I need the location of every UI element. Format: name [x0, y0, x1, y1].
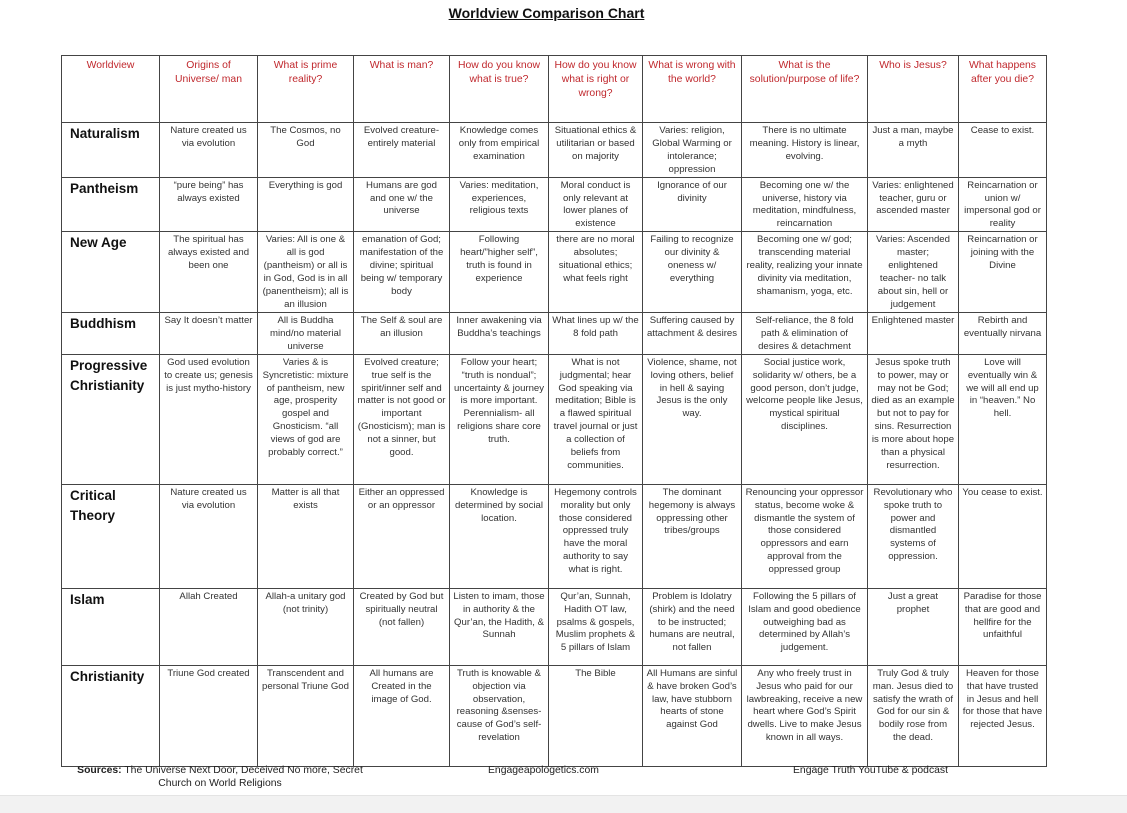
cell-jesus: Enlightened master [868, 312, 959, 354]
cell-afterlife: You cease to exist. [959, 484, 1047, 588]
cell-truth: Knowledge is determined by social location. [450, 484, 549, 588]
cell-prime-reality: All is Buddha mind/no material universe [258, 312, 354, 354]
worldview-name: Buddhism [62, 312, 160, 354]
column-header-right-wrong: How do you know what is right or wrong? [549, 56, 643, 123]
cell-prime-reality: Varies: All is one & all is god (pantheism) or all is in God, God is in all (panentheism); all is an illusion [258, 232, 354, 312]
cell-afterlife: Heaven for those that have trusted in Jesus and hell for those that have rejected Jesus. [959, 665, 1047, 766]
cell-right-wrong: Hegemony controls morality but only those considered oppressed truly have the moral authority to say what is right. [549, 484, 643, 588]
cell-wrong-with-world: All Humans are sinful & have broken God’s law, have stubborn hearts of stone against God [643, 665, 742, 766]
worldview-name: Critical Theory [62, 484, 160, 588]
worldview-name: Naturalism [62, 123, 160, 178]
cell-right-wrong: Qur’an, Sunnah, Hadith OT law, psalms & gospels, Muslim prophets & 5 pillars of Islam [549, 588, 643, 665]
header-row [62, 56, 1047, 123]
worldview-comparison-table [61, 55, 1047, 767]
cell-afterlife: Reincarnation or joining with the Divine [959, 232, 1047, 312]
worldview-name: Christianity [62, 665, 160, 766]
cell-what-is-man: Either an oppressed or an oppressor [354, 484, 450, 588]
cell-jesus: Jesus spoke truth to power, may or may not be God; died as an example but not to pay for sins. Resurrection is more about hope than a physical resurrection. [868, 354, 959, 484]
table-row [62, 665, 1047, 766]
cell-afterlife: Paradise for those that are good and hellfire for the unfaithful [959, 588, 1047, 665]
cell-right-wrong: What lines up w/ the 8 fold path [549, 312, 643, 354]
table-row [62, 177, 1047, 232]
column-header-jesus: Who is Jesus? [868, 56, 959, 123]
cell-solution: Self-reliance, the 8 fold path & elimination of desires & detachment [742, 312, 868, 354]
worldview-name: Pantheism [62, 177, 160, 232]
cell-what-is-man: Evolved creature-entirely material [354, 123, 450, 178]
cell-truth: Listen to imam, those in authority & the Qur’an, the Hadith, & Sunnah [450, 588, 549, 665]
cell-afterlife: Rebirth and eventually nirvana [959, 312, 1047, 354]
cell-right-wrong: Moral conduct is only relevant at lower planes of existence [549, 177, 643, 232]
cell-jesus: Revolutionary who spoke truth to power and dismantled systems of oppression. [868, 484, 959, 588]
website-credit: Engageapologetics.com [488, 765, 599, 776]
cell-solution: Becoming one w/ god; transcending material reality, realizing your innate divinity via meditation, shamanism, yoga, etc. [742, 232, 868, 312]
cell-wrong-with-world: Varies: religion, Global Warming or intolerance; oppression [643, 123, 742, 178]
table-row [62, 312, 1047, 354]
cell-prime-reality: The Cosmos, no God [258, 123, 354, 178]
worldview-name: New Age [62, 232, 160, 312]
column-header-solution: What is the solution/purpose of life? [742, 56, 868, 123]
cell-jesus: Truly God & truly man. Jesus died to satisfy the wrath of God for our sin & bodily rose from the dead. [868, 665, 959, 766]
cell-solution: Social justice work, solidarity w/ others, be a good person, don’t judge, welcome people like Jesus, mystical spiritual disciplines. [742, 354, 868, 484]
cell-afterlife: Love will eventually win & we will all end up in “heaven.” No hell. [959, 354, 1047, 484]
column-header-truth: How do you know what is true? [450, 56, 549, 123]
cell-wrong-with-world: Failing to recognize our divinity & oneness w/ everything [643, 232, 742, 312]
table-row [62, 588, 1047, 665]
cell-jesus: Just a man, maybe a myth [868, 123, 959, 178]
table-row [62, 354, 1047, 484]
cell-jesus: Varies: Ascended master; enlightened teacher- no talk about sin, hell or judgement [868, 232, 959, 312]
sources-note [70, 764, 370, 790]
youtube-credit: Engage Truth YouTube & podcast [793, 765, 949, 776]
cell-prime-reality: Transcendent and personal Triune God [258, 665, 354, 766]
cell-solution: There is no ultimate meaning. History is linear, evolving. [742, 123, 868, 178]
worldview-name: Progressive Christianity [62, 354, 160, 484]
cell-truth: Varies: meditation, experiences, religious texts [450, 177, 549, 232]
cell-truth: Following heart/”higher self”, truth is found in experience [450, 232, 549, 312]
cell-origins: Say It doesn’t matter [160, 312, 258, 354]
cell-origins: The spiritual has always existed and been one [160, 232, 258, 312]
page-title: Worldview Comparison Chart [448, 5, 645, 21]
cell-afterlife: Cease to exist. [959, 123, 1047, 178]
viewer-bottom-bar [0, 795, 1127, 813]
cell-origins: Nature created us via evolution [160, 123, 258, 178]
cell-what-is-man: Evolved creature; true self is the spirit/inner self and matter is not good or important (Gnosticism); man is not a sinner, but good. [354, 354, 450, 484]
cell-prime-reality: Matter is all that exists [258, 484, 354, 588]
cell-afterlife: Reincarnation or union w/ impersonal god or reality [959, 177, 1047, 232]
cell-wrong-with-world: Suffering caused by attachment & desires [643, 312, 742, 354]
cell-truth: Truth is knowable & objection via observation, reasoning &senses- cause of God’s self-revelation [450, 665, 549, 766]
table-row [62, 232, 1047, 312]
cell-wrong-with-world: Problem is Idolatry (shirk) and the need to be instructed; humans are neutral, not fallen [643, 588, 742, 665]
cell-truth: Knowledge comes only from empirical examination [450, 123, 549, 178]
cell-right-wrong: The Bible [549, 665, 643, 766]
cell-wrong-with-world: The dominant hegemony is always oppressing other tribes/groups [643, 484, 742, 588]
cell-jesus: Varies: enlightened teacher, guru or ascended master [868, 177, 959, 232]
worldview-name: Islam [62, 588, 160, 665]
cell-origins: God used evolution to create us; genesis is just mytho-history [160, 354, 258, 484]
cell-origins: Nature created us via evolution [160, 484, 258, 588]
cell-what-is-man: The Self & soul are an illusion [354, 312, 450, 354]
cell-origins: Allah Created [160, 588, 258, 665]
cell-origins: Triune God created [160, 665, 258, 766]
sources-label: Sources: [77, 765, 122, 776]
cell-truth: Follow your heart; “truth is nondual”; uncertainty & journey is more important. Perennialism- all religions share core truth. [450, 354, 549, 484]
cell-solution: Becoming one w/ the universe, history via meditation, mindfulness, reincarnation [742, 177, 868, 232]
column-header-wrong-with-world: What is wrong with the world? [643, 56, 742, 123]
column-header-worldview: Worldview [62, 56, 160, 123]
cell-right-wrong: Situational ethics & utilitarian or based on majority [549, 123, 643, 178]
cell-origins: “pure being” has always existed [160, 177, 258, 232]
column-header-what-is-man: What is man? [354, 56, 450, 123]
cell-prime-reality: Everything is god [258, 177, 354, 232]
column-header-prime-reality: What is prime reality? [258, 56, 354, 123]
cell-prime-reality: Allah-a unitary god (not trinity) [258, 588, 354, 665]
cell-prime-reality: Varies & is Syncretistic: mixture of pantheism, new age, prosperity gospel and Gnosticism. “all views of god are probably correct.” [258, 354, 354, 484]
column-header-origins: Origins of Universe/ man [160, 56, 258, 123]
cell-solution: Following the 5 pillars of Islam and good obedience outweighing bad as determined by Allah’s judgement. [742, 588, 868, 665]
sources-text: The Universe Next Door, Deceived No more, Secret Church on World Religions [124, 765, 363, 789]
cell-jesus: Just a great prophet [868, 588, 959, 665]
column-header-afterlife: What happens after you die? [959, 56, 1047, 123]
cell-truth: Inner awakening via Buddha’s teachings [450, 312, 549, 354]
cell-what-is-man: emanation of God; manifestation of the divine; spiritual being w/ temporary body [354, 232, 450, 312]
table-row [62, 484, 1047, 588]
cell-what-is-man: Created by God but spiritually neutral (not fallen) [354, 588, 450, 665]
cell-wrong-with-world: Violence, shame, not loving others, belief in hell & saying Jesus is the only way. [643, 354, 742, 484]
cell-right-wrong: there are no moral absolutes; situational ethics; what feels right [549, 232, 643, 312]
cell-what-is-man: All humans are Created in the image of God. [354, 665, 450, 766]
cell-what-is-man: Humans are god and one w/ the universe [354, 177, 450, 232]
table-row [62, 123, 1047, 178]
cell-right-wrong: What is not judgmental; hear God speaking via meditation; Bible is a flawed spiritual travel journal or just a collection of beliefs from communities. [549, 354, 643, 484]
cell-solution: Renouncing your oppressor status, become woke & dismantle the system of those considered oppressors and earn approval from the oppressed group [742, 484, 868, 588]
cell-solution: Any who freely trust in Jesus who paid for our lawbreaking, receive a new heart where God’s Spirit dwells. Live to make Jesus known in all ways. [742, 665, 868, 766]
cell-wrong-with-world: Ignorance of our divinity [643, 177, 742, 232]
